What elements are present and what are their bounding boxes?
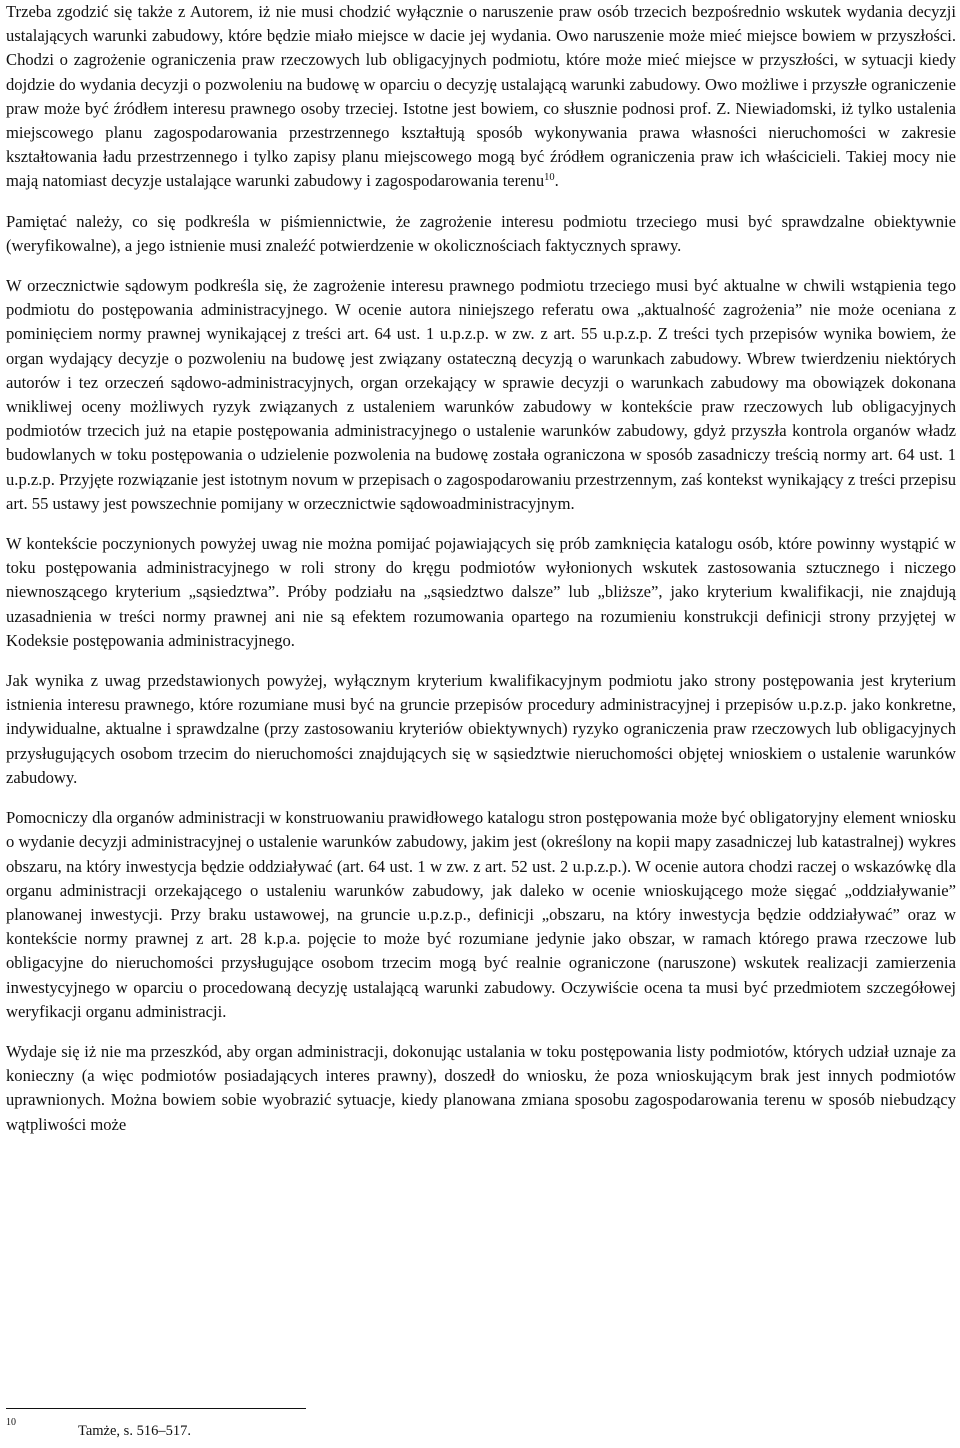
footnote-reference[interactable]: 10	[544, 172, 555, 184]
paragraph-2: Pamiętać należy, co się podkreśla w piśmiennictwie, że zagrożenie interesu podmiotu trzeciego musi być sprawdzalne obiektywnie (weryfikowalne), a jego istnienie musi znaleźć potwierdzenie w okolicznościach faktycznych sprawy.	[6, 211, 956, 255]
paragraph-1-end: .	[554, 171, 559, 191]
paragraph-3: W orzecznictwie sądowym podkreśla się, że zagrożenie interesu prawnego podmiotu trzeciego musi być aktualne w chwili wstąpienia tego podmiotu do postępowania administracyjnego. W ocenie autora niniejszego referatu owa „aktualność zagrożenia” nie może oceniana z pominięciem normy prawnej wynikającej z treści art. 64 ust. 1 u.p.z.p. w zw. z art. 55 u.p.z.p. Z treści tych przepisów wynika bowiem, że organ wydający decyzje o pozwoleniu na budowę jest związany ostateczną decyzją o warunkach zabudowy. Wbrew twierdzeniu niektórych autorów i tez orzeczeń sądowo-administracyjnych, organ orzekający w sprawie decyzji o warunkach zabudowy ma obowiązek dokonana wnikliwej oceny możliwych ryzyk związanych z ustaleniem warunków zabudowy w kontekście praw rzeczowych lub obligacyjnych podmiotów trzecich już na etapie postępowania administracyjnego o ustalenie warunków zabudowy, gdyż przyszła kontrola organów władz budowlanych w toku postępowania o udzielenie pozwolenia na budowę została ograniczona w sposób zasadniczy treścią normy art. 64 ust. 1 u.p.z.p. Przyjęte rozwiązanie jest istotnym novum w przepisach o zagospodarowaniu przestrzennym, zaś kontekst wynikający z treści przepisu art. 55 ustawy jest powszechnie pomijany w orzecznictwie sądowoadministracyjnym.	[6, 276, 956, 513]
paragraph-1	[6, 0, 956, 194]
footnote-text: Tamże, s. 516–517.	[78, 1423, 191, 1439]
footnote-item	[6, 1417, 956, 1439]
paragraph-6: Pomocniczy dla organów administracji w konstruowaniu prawidłowego katalogu stron postępowania może być obligatoryjny element wniosku o wydanie decyzji administracyjnej o ustalenie warunków zabudowy, jakim jest (określony na kopii mapy zasadniczej lub katastralnej) wykres obszaru, na który inwestycja będzie oddziaływać (art. 64 ust. 1 w zw. z art. 52 ust. 2 u.p.z.p.). W ocenie autora chodzi raczej o wskazówkę dla organu administracji orzekającego o ustaleniu warunków zabudowy, jak daleko w ocenie wnioskującego może sięgać „oddziaływanie” planowanej inwestycji. Przy braku ustawowej, na gruncie u.p.z.p., definicji „obszaru, na który inwestycja będzie oddziaływać” oraz w kontekście normy prawnej z art. 28 k.p.a. pojęcie to może być rozumiane jedynie jako obszar, w ramach którego prawa rzeczowe lub obligacyjne do nieruchomości przysługujące osobom trzecim mogą być realnie ograniczone (naruszone) wskutek realizacji zamierzenia inwestycyjnego w oparciu o procedowaną decyzję ustalającą warunki zabudowy. Oczywiście ocena ta musi być przedmiotem szczegółowej weryfikacji organu administracji.	[6, 808, 956, 1021]
paragraph-1-text: Trzeba zgodzić się także z Autorem, iż nie musi chodzić wyłącznie o naruszenie praw osób trzecich bezpośrednio wskutek wydania decyzji ustalających warunki zabudowy, które będzie miało miejsce w dacie jej wydania. Owo naruszenie może mieć miejsce bowiem w przyszłości. Chodzi o zagrożenie ograniczenia praw rzeczowych lub obligacyjnych podmiotu, które może mieć miejsce w przyszłości, w sytuacji kiedy dojdzie do wydania decyzji o pozwoleniu na budowę w oparciu o decyzję ustalającą warunki zabudowy. Owo możliwe i przyszłe ograniczenie praw może być źródłem interesu prawnego osoby trzeciej. Istotne jest bowiem, co słusznie podnosi prof. Z. Niewiadomski, iż tylko ustalenia miejscowego planu zagospodarowania przestrzennego kształtują sposób wykonywania prawa własności nieruchomości w zakresie kształtowania ładu przestrzennego i tylko zapisy planu miejscowego mogą być źródłem ograniczenia praw ich właścicieli. Takiej mocy nie mają natomiast decyzje ustalające warunki zabudowy i zagospodarowania terenu	[6, 2, 956, 191]
paragraph-7: Wydaje się iż nie ma przeszkód, aby organ administracji, dokonując ustalania w toku postępowania listy podmiotów, których udział uznaje za konieczny (a więc podmiotów posiadających interes prawny), doszedł do wniosku, że poza wnioskującym brak jest innych podmiotów uprawnionych. Można bowiem sobie wyobrazić sytuacje, kiedy planowana zmiana sposobu zagospodarowania terenu w sposób niebudzący wątpliwości może	[6, 1041, 956, 1134]
footnote-number: 10	[6, 1417, 16, 1428]
footnote-area	[6, 1408, 956, 1439]
footnote-divider	[6, 1408, 306, 1409]
document-page	[6, 0, 956, 1448]
paragraph-5: Jak wynika z uwag przedstawionych powyżej, wyłącznym kryterium kwalifikacyjnym podmiotu jako strony postępowania jest kryterium istnienia interesu prawnego, które rozumiane musi być na gruncie przepisów procedury administracyjnej i przepisów u.p.z.p. jako konkretne, indywidualne, aktualne i sprawdzalne (przy zastosowaniu kryteriów obiektywnych) ryzyko ograniczenia praw rzeczowych lub obligacyjnych przysługujących osobom trzecim do nieruchomości znajdujących się w sąsiedztwie nieruchomości objętej wnioskiem o ustalenie warunków zabudowy.	[6, 671, 956, 787]
paragraph-4: W kontekście poczynionych powyżej uwag nie można pomijać pojawiających się prób zamknięcia katalogu osób, które powinny wystąpić w toku postępowania administracyjnego w roli strony do kręgu podmiotów wyłonionych wskutek zastosowania sztucznego i niczego niewnoszącego kryterium „sąsiedztwa”. Próby podziału na „sąsiedztwo dalsze” lub „bliższe”, jako kryterium kwalifikacji, nie znajdują uzasadnienia w treści normy prawnej ani nie są efektem rozumowania opartego na rozumieniu konstrukcji definicji strony przyjętej w Kodeksie postępowania administracyjnego.	[6, 534, 956, 650]
main-text	[6, 0, 956, 1137]
